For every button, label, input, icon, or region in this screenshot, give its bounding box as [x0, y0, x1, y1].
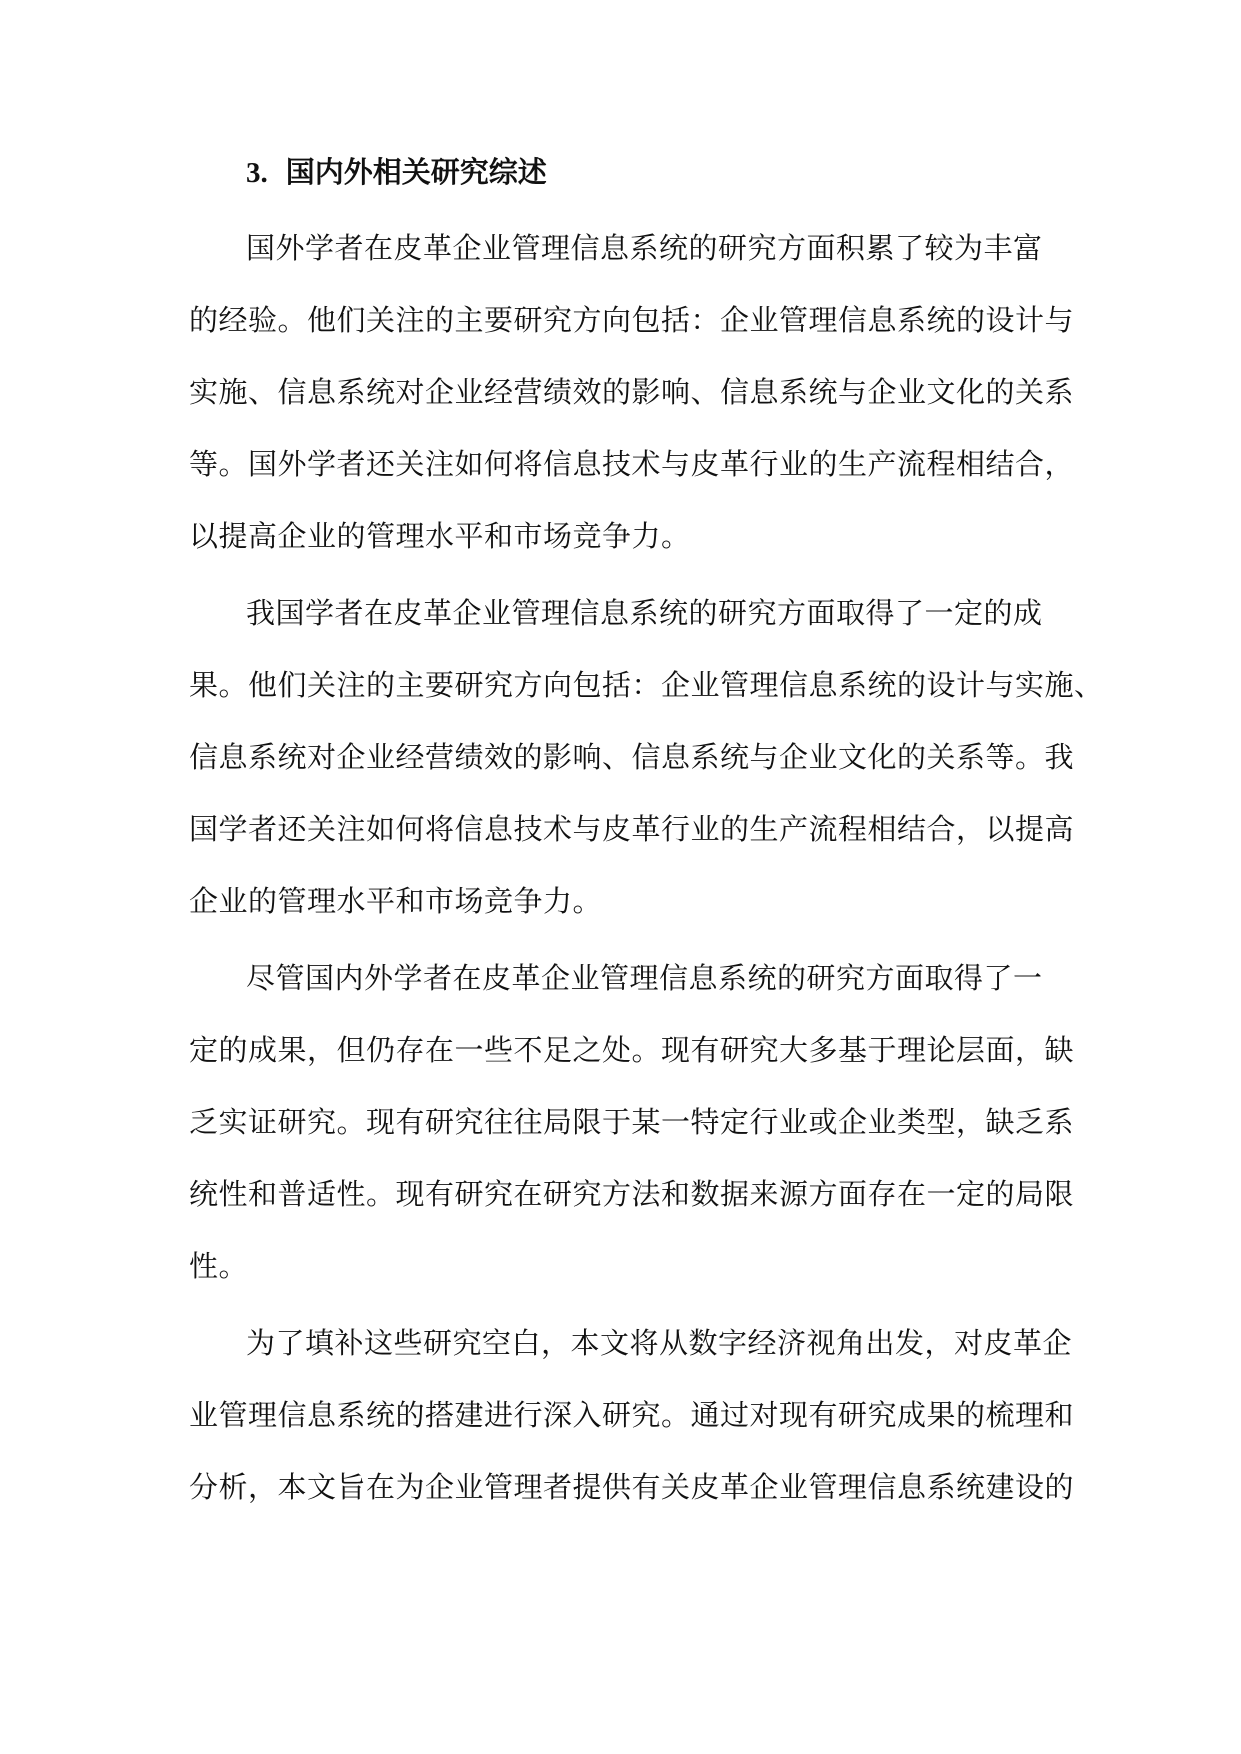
paragraph-line: 以提高企业的管理水平和市场竞争力。: [189, 519, 691, 553]
paragraph-line: 统性和普适性。现有研究在研究方法和数据来源方面存在一定的局限: [189, 1177, 1075, 1211]
paragraph-line: 实施、信息系统对企业经营绩效的影响、信息系统与企业文化的关系: [189, 375, 1075, 409]
paragraph-line: 为了填补这些研究空白，本文将从数字经济视角出发，对皮革企: [246, 1326, 1073, 1360]
paragraph-line: 等。国外学者还关注如何将信息技术与皮革行业的生产流程相结合，: [189, 447, 1075, 481]
paragraph-line: 定的成果，但仍存在一些不足之处。现有研究大多基于理论层面，缺: [189, 1033, 1075, 1067]
paragraph-line: 信息系统对企业经营绩效的影响、信息系统与企业文化的关系等。我: [189, 740, 1075, 774]
paragraph-line: 企业的管理水平和市场竞争力。: [189, 884, 603, 918]
paragraph-line: 国学者还关注如何将信息技术与皮革行业的生产流程相结合，以提高: [189, 812, 1075, 846]
section-heading: [246, 152, 547, 193]
section-title: 国内外相关研究综述: [285, 155, 547, 189]
paragraph-line: 的经验。他们关注的主要研究方向包括：企业管理信息系统的设计与: [189, 303, 1075, 337]
paragraph-line: 乏实证研究。现有研究往往局限于某一特定行业或企业类型，缺乏系: [189, 1105, 1075, 1139]
paragraph-line: 国外学者在皮革企业管理信息系统的研究方面积累了较为丰富: [246, 231, 1043, 265]
paragraph-line: 尽管国内外学者在皮革企业管理信息系统的研究方面取得了一: [246, 961, 1043, 995]
section-number: 3.: [246, 157, 268, 189]
paragraph-line: 性。: [189, 1249, 249, 1283]
paragraph-line: 业管理信息系统的搭建进行深入研究。通过对现有研究成果的梳理和: [189, 1398, 1075, 1432]
paragraph-line: 分析，本文旨在为企业管理者提供有关皮革企业管理信息系统建设的: [189, 1470, 1075, 1504]
paragraph-line: 我国学者在皮革企业管理信息系统的研究方面取得了一定的成: [246, 596, 1043, 630]
paragraph-line: 果。他们关注的主要研究方向包括：企业管理信息系统的设计与实施、: [189, 668, 1104, 702]
